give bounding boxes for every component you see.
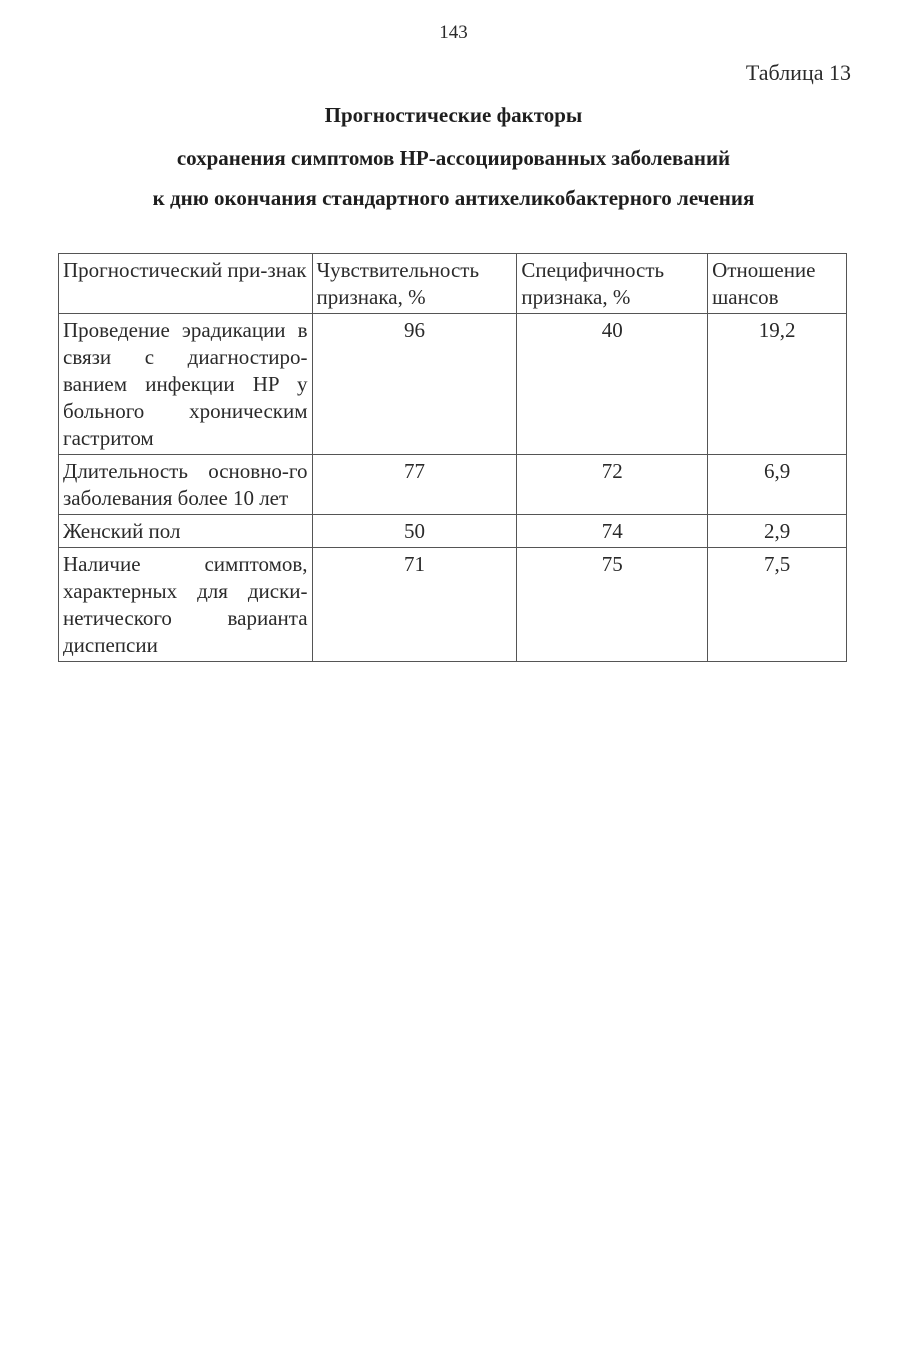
table-row (59, 515, 847, 548)
cell-odds-ratio: 6,9 (708, 455, 847, 515)
table-row (59, 548, 847, 662)
cell-odds-ratio: 19,2 (708, 314, 847, 455)
cell-specificity: 74 (517, 515, 708, 548)
header-prognostic-sign: Прогностический при-знак (59, 254, 313, 314)
table-label: Таблица 13 (745, 60, 851, 85)
cell-sign: Наличие симптомов, характерных для диски-нетического варианта диспепсии (59, 548, 313, 662)
table-row (59, 314, 847, 455)
cell-sensitivity: 96 (312, 314, 517, 455)
cell-sign: Проведение эрадикации в связи с диагностиро-ванием инфекции HP у больного хроническим гастритом (59, 314, 313, 455)
cell-sign: Женский пол (59, 515, 313, 548)
cell-sign: Длительность основно-го заболевания более 10 лет (59, 455, 313, 515)
table-title-line-1: Прогностические факторы (324, 103, 583, 127)
cell-sensitivity: 71 (312, 548, 517, 662)
prognostic-factors-table (58, 253, 847, 662)
header-sensitivity: Чувствительность признака, % (312, 254, 517, 314)
table-title-line-3: к дню окончания стандартного антихеликобактерного лечения (152, 186, 755, 210)
page-number: 143 (439, 22, 468, 43)
table-row (59, 455, 847, 515)
header-specificity: Специфичность признака, % (517, 254, 708, 314)
cell-odds-ratio: 7,5 (708, 548, 847, 662)
header-odds-ratio: Отношение шансов (708, 254, 847, 314)
cell-sensitivity: 50 (312, 515, 517, 548)
table-header-row (59, 254, 847, 314)
table-title-line-2: сохранения симптомов HP-ассоциированных заболеваний (176, 146, 731, 170)
cell-specificity: 75 (517, 548, 708, 662)
cell-odds-ratio: 2,9 (708, 515, 847, 548)
cell-sensitivity: 77 (312, 455, 517, 515)
cell-specificity: 40 (517, 314, 708, 455)
cell-specificity: 72 (517, 455, 708, 515)
